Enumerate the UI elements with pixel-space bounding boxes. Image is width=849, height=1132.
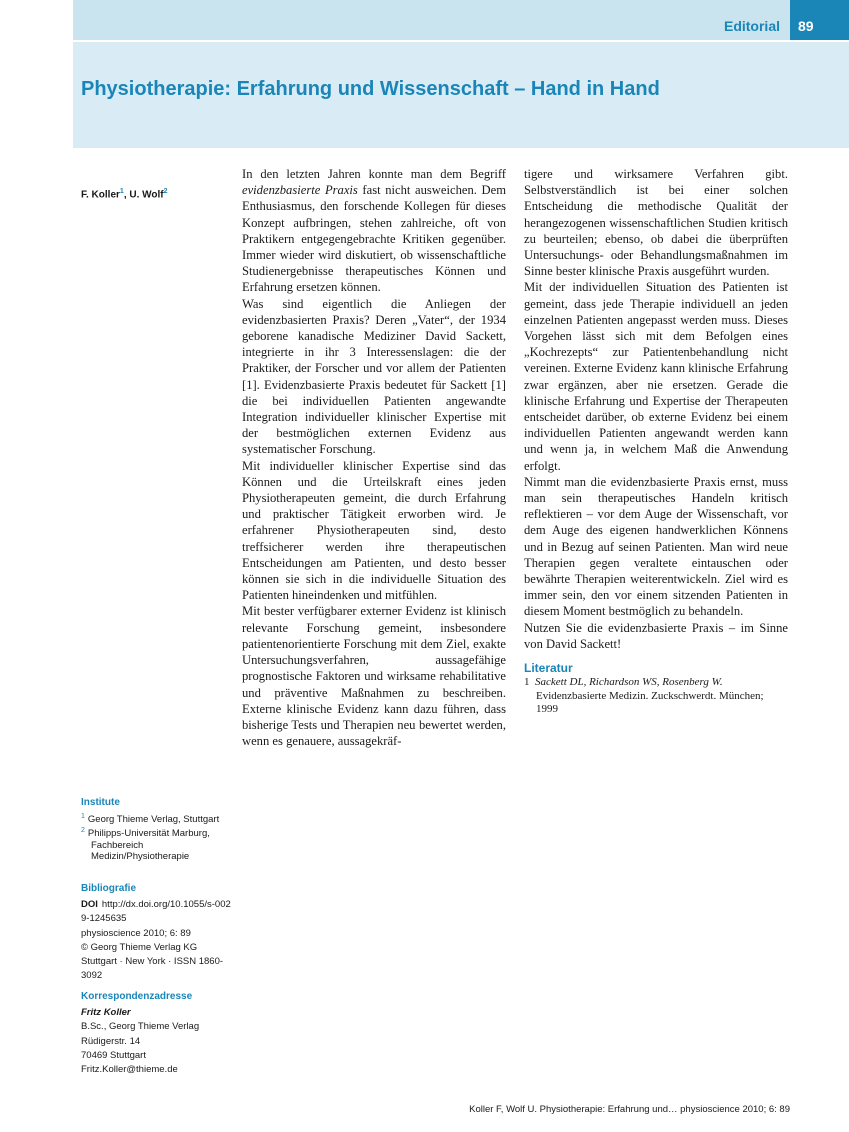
author-affiliation: 1 (119, 188, 124, 195)
author-name: U. Wolf (129, 189, 164, 201)
institute-text: Philipps-Universität Marburg, Fachbereich Medizin/Physiotherapie (87, 828, 210, 863)
correspondence-name: Fritz Koller (81, 1007, 131, 1019)
institutes-block (81, 797, 231, 863)
address-line: 70469 Stuttgart (81, 1049, 146, 1061)
paragraph: Nimmt man die evidenzbasierte Praxis ernst, muss man sein therapeutisches Handeln kritisch reflektieren – vor dem Auge der Wissenschaft, vor dem Auge des eigenen handwerklichen Könnens und in Bezug auf seinen Patienten. Man wird neue Therapien gegen veraltete eintauschen oder bewährte Therapien weiterentwickeln. Ziel wird es immer sein, den vor einem sitzenden Patienten in diesem Moment bestmöglich zu behandeln. (524, 474, 788, 619)
paragraph: Mit bester verfügbarer externer Evidenz ist klinisch relevante Forschung gemeint, insbesondere patientenorientierte Forschung mit dem Ziel, exakte Untersuchungsverfahren, aussagefähige prognostische Faktoren und wirksame rehabilitative und präventive Maßnahmen zu beschreiben. Externe klinische Evidenz kann dazu führen, dass bisherige Tests und Therapien neu bewertet werden, wenn es genauere, aussagekräf- (242, 604, 506, 749)
reference-item (524, 676, 788, 717)
publisher-line: Stuttgart · New York · ISSN 1860-3092 (81, 956, 224, 982)
email-link[interactable]: Fritz.Koller@thieme.de (81, 1064, 178, 1076)
institute-text: Georg Thieme Verlag, Stuttgart (87, 813, 220, 825)
address-line: B.Sc., Georg Thieme Verlag (81, 1021, 200, 1033)
institute-item (81, 811, 231, 826)
citation-line: physioscience 2010; 6: 89 (81, 927, 191, 939)
reference-authors: Sackett DL, Richardson WS, Rosenberg W. (535, 676, 723, 689)
institute-number: 2 (81, 827, 85, 835)
body-column-2 (524, 166, 788, 717)
reference-number: 1 (524, 676, 530, 689)
institute-item (81, 825, 231, 863)
paragraph: Was sind eigentlich die Anliegen der evidenzbasierten Praxis? Deren „Vater“, der 1934 geborene kanadische Mediziner David Sackett, integrierte in ihr 3 Interessenslagen: die der Praktiker, der Forscher und vor allem der Patienten [1]. Evidenzbasierte Praxis bedeutet für Sackett [1] die bei individuellen Patienten angewandte Integration individueller klinischer Expertise mit der bestmöglichen externen Evidenz aus systematischer Forschung. (242, 296, 506, 457)
address-line: Rüdigerstr. 14 (81, 1035, 141, 1047)
doi-link[interactable]: http://dx.doi.org/10.1055/s-0029-1245635 (81, 899, 231, 925)
bibliography-heading: Bibliografie (81, 883, 137, 894)
bibliography-block (81, 882, 231, 983)
paragraph: Mit individueller klinischer Expertise sind das Können und die Urteilskraft eines jeden Physiotherapeuten gemeint, die durch Erfahrung und praktischer Tätigkeit erworben wird. Je erfahrener Physiotherapeuten sind, desto treffsicherer werden ihre therapeutischen Entscheidungen am Patienten, und desto besser können sie sich in die individuelle Situation des Patienten hineindenken und mitfühlen. (242, 458, 506, 603)
body-column-1 (242, 166, 506, 749)
header-bar (73, 0, 849, 40)
author-affiliation: 2 (163, 188, 168, 195)
doi-line (81, 898, 231, 926)
section-label: Editorial (723, 18, 780, 34)
paragraph-text: fast nicht ausweichen. Dem Enthusiasmus, den forschende Kollegen für dieses Konzept aufbringen, stehen zahlreiche, oft von Praktikern entgegengebrachte Kritiken gegenüber. Immer wieder wird diskutiert, ob wissenschaftliche Studienergebnisse therapeutisches Können und Erfahrung ersetzen können. (242, 183, 506, 295)
page-number: 89 (790, 0, 849, 40)
institutes-heading: Institute (81, 797, 120, 808)
literature-heading: Literatur (524, 661, 573, 676)
paragraph (242, 166, 506, 296)
correspondence-heading: Korrespondenzadresse (81, 991, 193, 1002)
paragraph: tigere und wirksamere Verfahren gibt. Selbstverständlich ist bei einer solchen Entscheidung die methodische Qualität der herangezogenen wissenschaftlichen Studien kritisch zu beurteilen; ebenso, ob dabei die überprüften Untersuchungs- oder Behandlungsmaßnahmen im Sinne bester klinische Praxis ausgeführt wurden. (524, 167, 788, 279)
emphasis-term: evidenzbasierte Praxis (242, 183, 358, 198)
paragraph: Nutzen Sie die evidenzbasierte Praxis – im Sinne von David Sackett! (524, 620, 788, 651)
paragraph: Mit der individuellen Situation des Patienten ist gemeint, dass jede Therapie individuell an jeden einzelnen Patienten angepasst werden muss. Dieses Vorgehen lässt sich mit dem Befolgen eines „Kochrezepts“ zur Patientenbehandlung nicht vereinen. Externe Evidenz kann klinische Erfahrung zwar ergänzen, aber nie ersetzen. Gerade die klinische Erfahrung und Expertise der Therapeuten entscheidet darüber, ob externe Evidenz bei einem individuellen Patienten angewandt werden kann und wenn ja, in welchem Maß die Anwendung erfolgt. (524, 280, 788, 473)
author-line: F. Koller$^1$, U. Wolf$^2$ (81, 188, 168, 201)
correspondence-block (81, 990, 231, 1077)
article-title: Physiotherapie: Erfahrung und Wissenschaft – Hand in Hand (81, 78, 660, 100)
copyright-line: © Georg Thieme Verlag KG (81, 941, 198, 953)
institute-number: 1 (81, 812, 85, 820)
reference-source: Evidenzbasierte Medizin. Zuckschwerdt. München; 1999 (536, 689, 764, 716)
page-footer: Koller F, Wolf U. Physiotherapie: Erfahrung und… physioscience 2010; 6: 89 (469, 1104, 790, 1115)
paragraph-text: In den letzten Jahren konnte man dem Begriff (242, 167, 506, 181)
doi-label: DOI (81, 899, 98, 911)
title-box (73, 42, 849, 148)
author-name: F. Koller (81, 189, 120, 201)
